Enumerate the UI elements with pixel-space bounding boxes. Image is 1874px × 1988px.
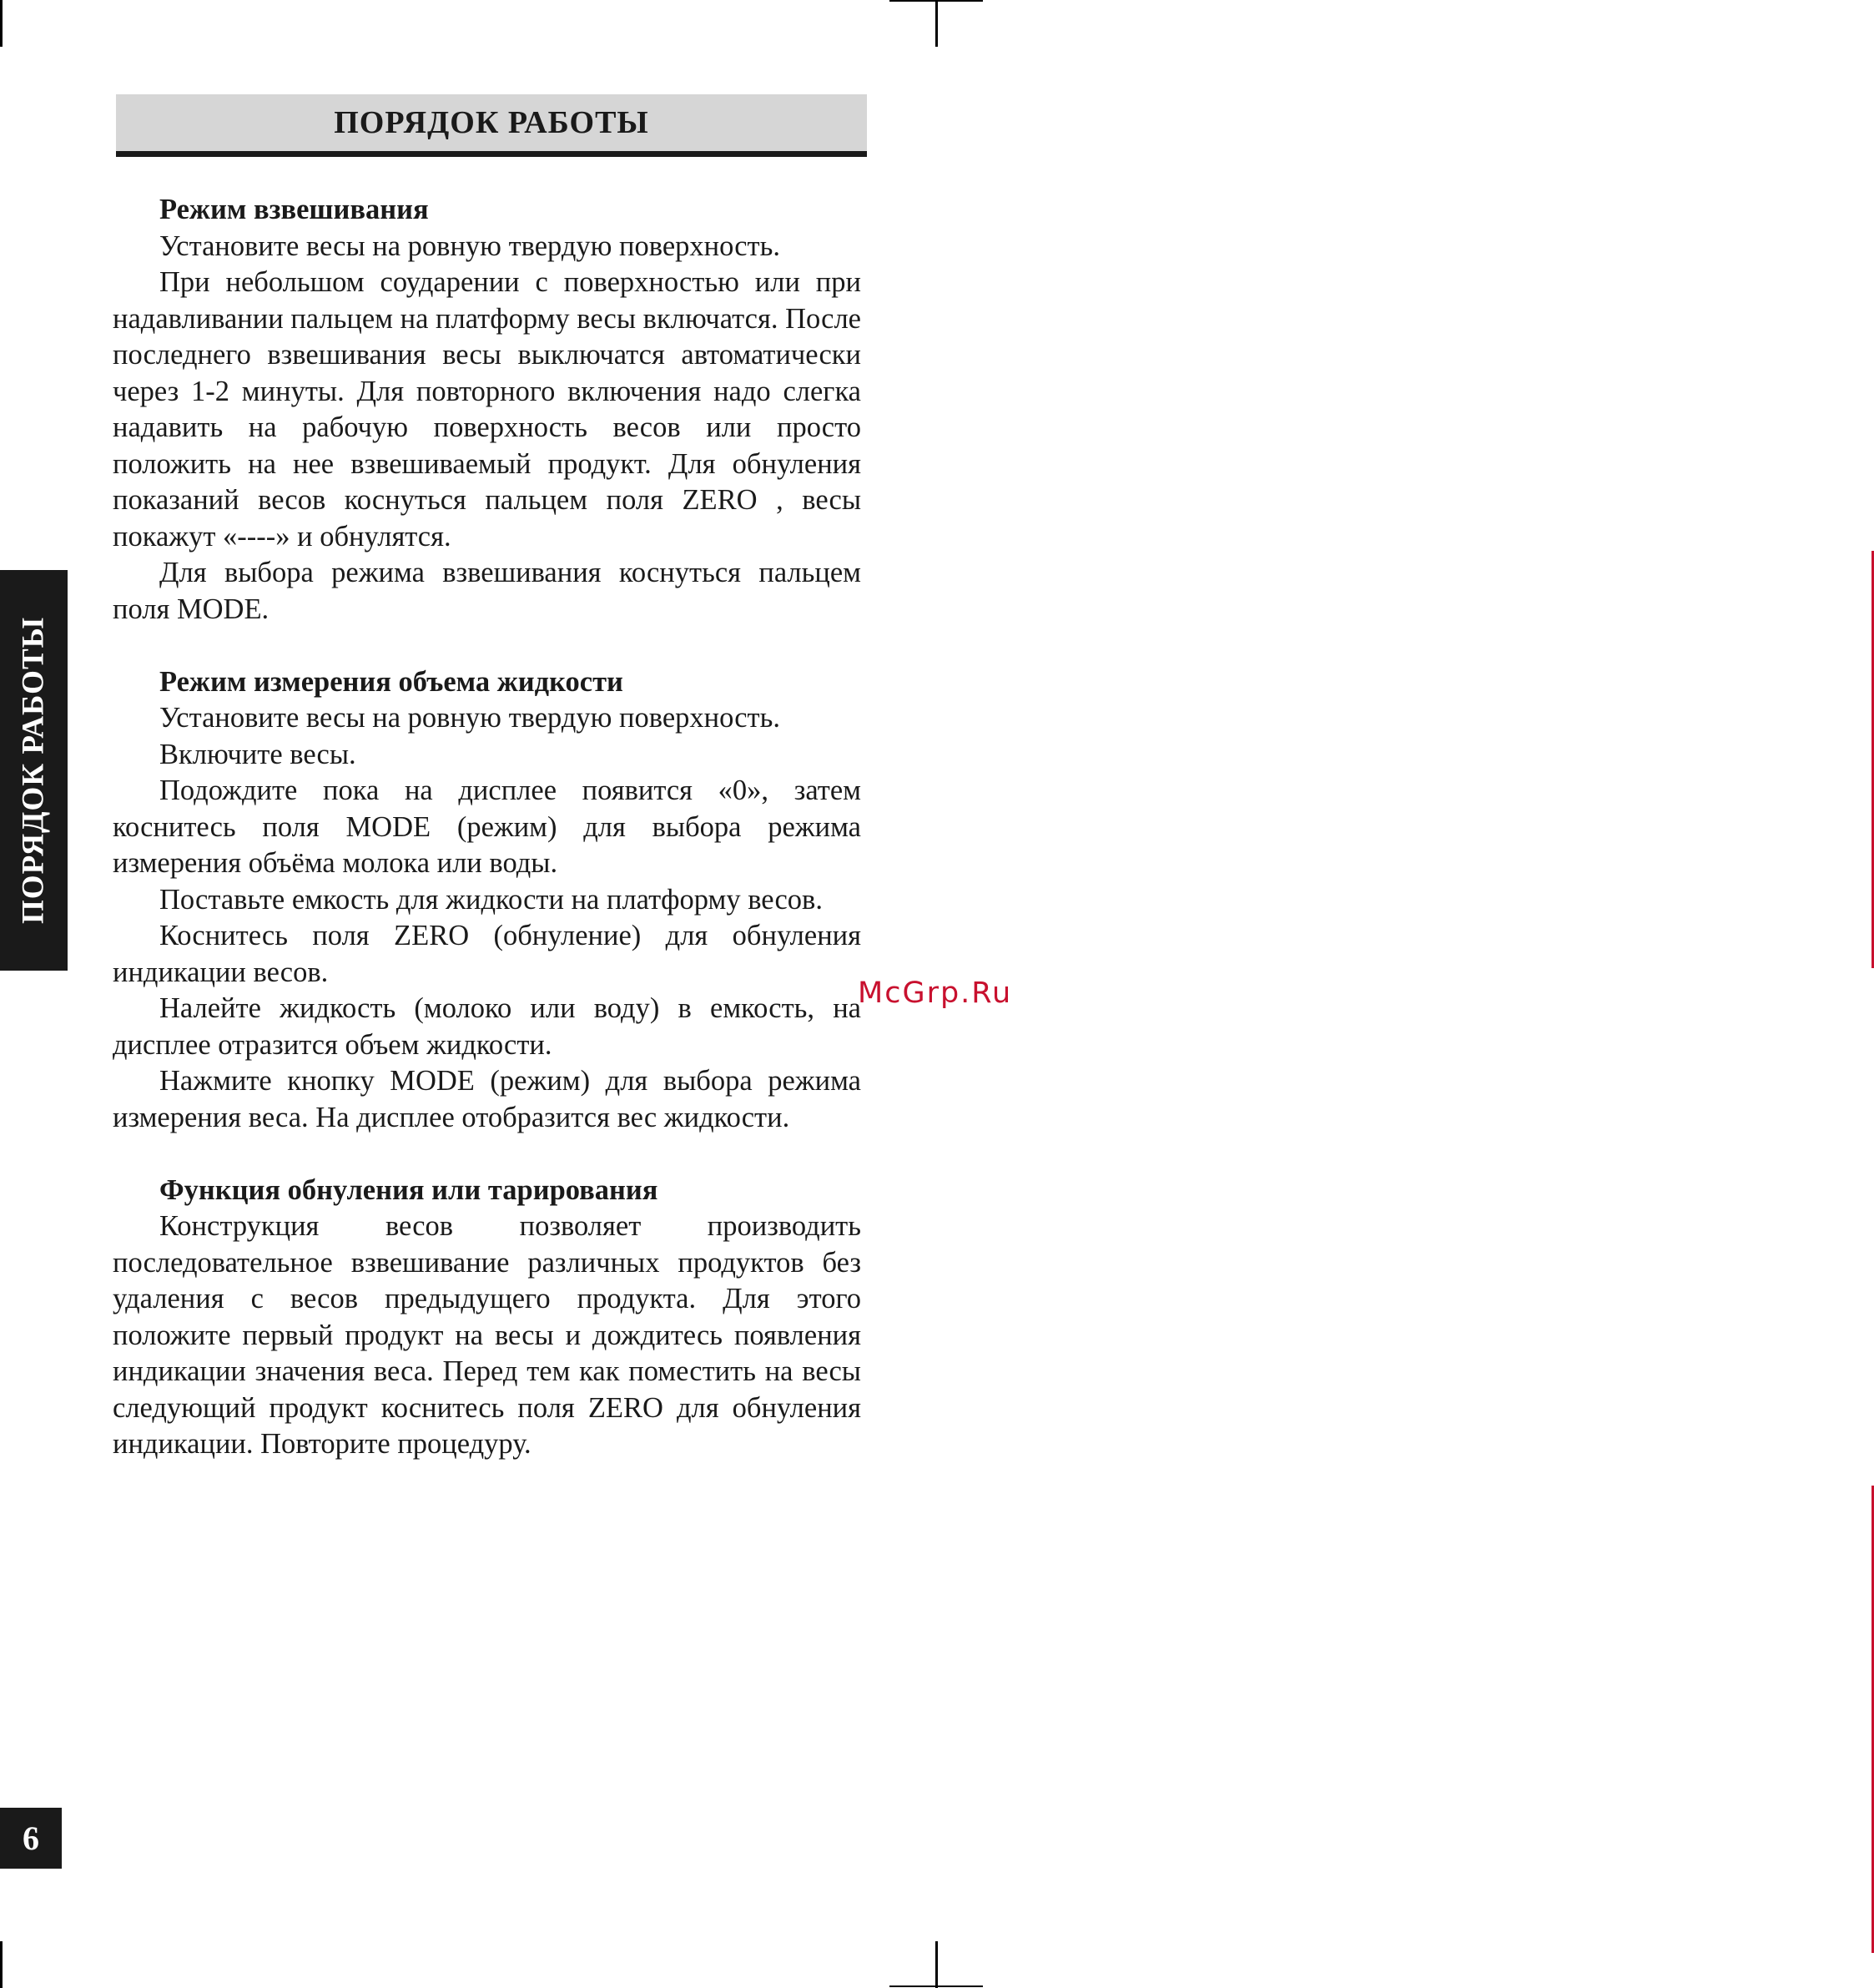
paragraph: Конструкция весов позволяет производить последовательное взвешивание различных продуктов без удаления с весов предыдущего продукта. Для этого положите первый продукт на весы и дождитесь появления индикации значения веса. Перед тем как поместить на весы следующий продукт коснитесь поля ZERO для обнуления индикации. Повторите процедуру.	[113, 1210, 861, 1460]
page-number-label: 6	[23, 1819, 39, 1857]
paragraph: Нажмите кнопку MODE (режим) для выбора режима измерения веса. На дисплее отобразится вес жидкости.	[113, 1065, 861, 1133]
page-title: ПОРЯДОК РАБОТЫ	[334, 105, 649, 140]
crop-mark	[0, 1941, 3, 1988]
side-tab-label: ПОРЯДОК РАБОТЫ	[16, 617, 51, 924]
paragraph: Подождите пока на дисплее появится «0», затем коснитесь поля MODE (режим) для выбора режима измерения объёма молока или воды.	[113, 775, 861, 879]
crop-mark	[935, 1941, 938, 1988]
section-heading: Режим измерения объема жидкости	[159, 665, 623, 698]
page-number	[0, 1808, 62, 1869]
main-content	[113, 192, 861, 1463]
section-heading: Функция обнуления или тарирования	[159, 1173, 658, 1206]
crop-mark	[0, 0, 3, 47]
section-heading: Режим взвешивания	[159, 194, 429, 225]
paragraph: Для выбора режима взвешивания коснуться пальцем поля MODE.	[113, 557, 861, 625]
watermark: McGrp.Ru	[858, 976, 1013, 1010]
section-tare-function	[113, 1173, 861, 1463]
crop-mark	[935, 0, 938, 47]
paragraph: Включите весы.	[159, 738, 356, 770]
paragraph: При небольшом соударении с поверхностью или при надавливании пальцем на платформу весы включатся. После последнего взвешивания весы выключатся автоматически через 1-2 минуты. Для повторного включения надо слегка надавить на рабочую поверхность весов или просто положить на нее взвешиваемый продукт. Для обнуления показаний весов коснуться пальцем поля ZERO , весы покажут «----» и обнулятся.	[113, 266, 861, 553]
paragraph: Налейте жидкость (молоко или воду) в емкость, на дисплее отразится объем жидкости.	[113, 992, 861, 1061]
paragraph: Поставьте емкость для жидкости на платформу весов.	[159, 883, 823, 916]
section-liquid-volume-mode	[113, 664, 861, 1137]
section-header-bar	[116, 94, 867, 157]
section-weighing-mode	[113, 192, 861, 628]
paragraph: Установите весы на ровную твердую поверхность.	[159, 230, 780, 262]
paragraph: Коснитесь поля ZERO (обнуление) для обнуления индикации весов.	[113, 920, 861, 988]
paragraph: Установите весы на ровную твердую поверхность.	[159, 702, 780, 734]
side-tab	[0, 570, 68, 971]
